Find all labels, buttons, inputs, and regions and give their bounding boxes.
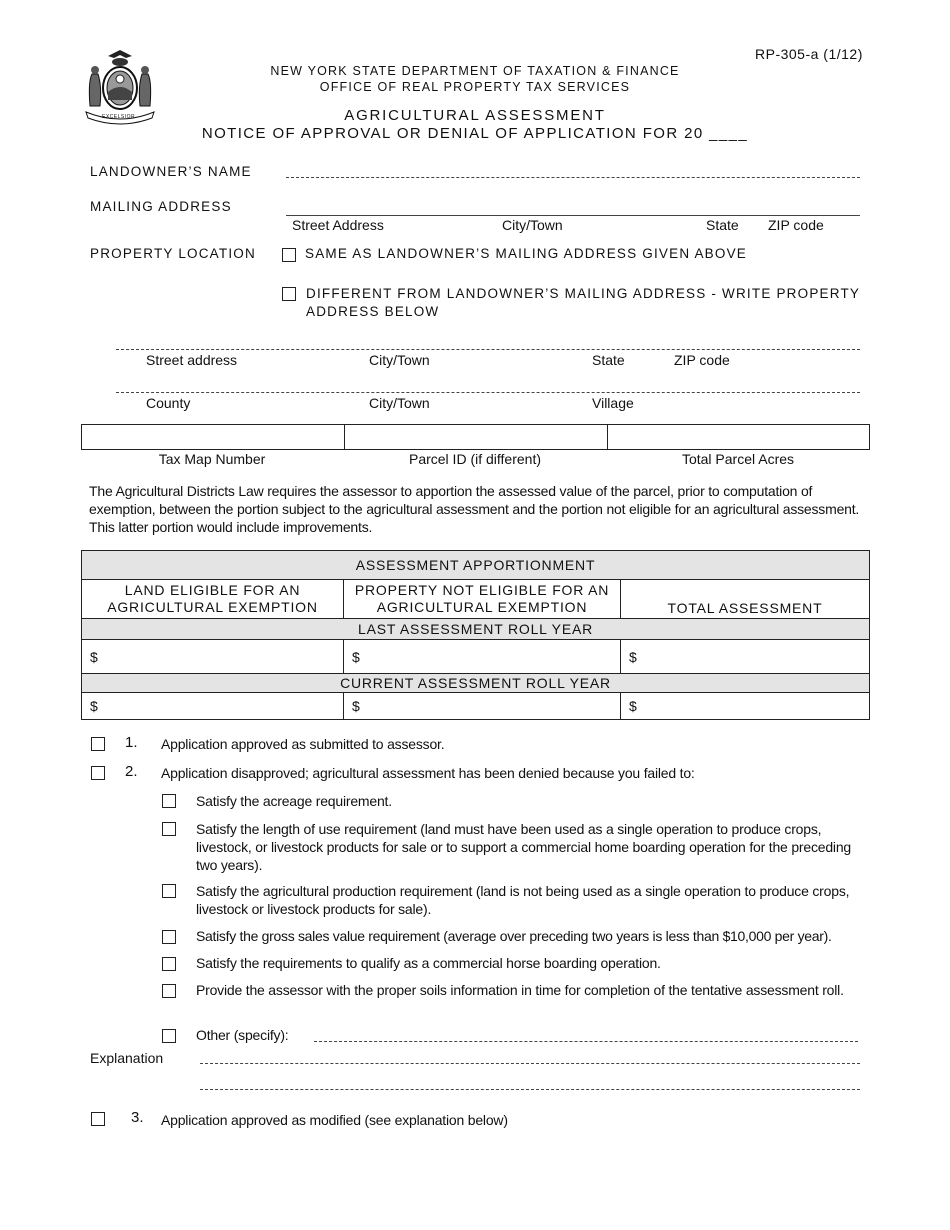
reason-acreage-checkbox[interactable] — [162, 794, 176, 808]
col-land-eligible-line2: AGRICULTURAL EXEMPTION — [107, 599, 318, 615]
parcel-id-caption: Parcel ID (if different) — [408, 451, 541, 467]
form-title: AGRICULTURAL ASSESSMENT — [344, 107, 606, 124]
different-address-checkbox[interactable] — [282, 287, 296, 301]
reason-soils: Provide the assessor with the proper soils information in time for completion of the tentative assessment roll. — [196, 982, 844, 998]
current-total-value[interactable]: $ — [621, 693, 870, 720]
reason-gross-sales-checkbox[interactable] — [162, 930, 176, 944]
approved-modified-number: 3. — [131, 1109, 144, 1126]
last-roll-year-header: LAST ASSESSMENT ROLL YEAR — [82, 619, 870, 640]
mailing-state-caption: State — [706, 217, 739, 233]
tax-map-caption: Tax Map Number — [158, 451, 266, 467]
property-county-field[interactable] — [116, 392, 860, 393]
reason-gross-sales: Satisfy the gross sales value requirement (average over preceding two years is less than $10,000 per year). — [196, 928, 832, 944]
reason-horse-boarding: Satisfy the requirements to qualify as a commercial horse boarding operation. — [196, 955, 661, 971]
form-code: RP-305-a (1/12) — [755, 46, 863, 62]
reason-production: Satisfy the agricultural production requirement (land is not being used as a single operation to produce crops, livestock or livestock products for sale). — [196, 883, 850, 917]
current-roll-year-header: CURRENT ASSESSMENT ROLL YEAR — [82, 674, 870, 693]
approved-modified-text: Application approved as modified (see explanation below) — [161, 1112, 508, 1128]
same-address-option: SAME AS LANDOWNER’S MAILING ADDRESS GIVEN ABOVE — [305, 246, 748, 261]
property-state-caption: State — [592, 352, 625, 368]
county-caption: County — [146, 395, 191, 411]
reason-acreage: Satisfy the acreage requirement. — [196, 793, 392, 809]
reason-other-checkbox[interactable] — [162, 1029, 176, 1043]
property-address-field[interactable] — [116, 349, 860, 350]
approved-checkbox[interactable] — [91, 737, 105, 751]
current-land-value[interactable]: $ — [82, 693, 344, 720]
explanation-field-1[interactable] — [200, 1063, 860, 1064]
other-specify-field[interactable] — [314, 1041, 858, 1042]
property-street-caption: Street address — [146, 352, 238, 368]
reason-length-of-use: Satisfy the length of use requirement (land must have been used as a single operation to produce crops, livestock, or livestock products for sale or to support a commercial home boarding operation for the preceding two years). — [196, 821, 852, 873]
explanation-label: Explanation — [90, 1050, 164, 1066]
last-total-value[interactable]: $ — [621, 640, 870, 674]
assessment-apportionment-table — [81, 550, 870, 720]
landowner-name-label: LANDOWNER’S NAME — [90, 164, 252, 179]
disapproved-number: 2. — [125, 763, 138, 780]
approved-number: 1. — [125, 734, 138, 751]
current-not-eligible-value[interactable]: $ — [344, 693, 621, 720]
office-name: OFFICE OF REAL PROPERTY TAX SERVICES — [319, 80, 631, 94]
mailing-address-field[interactable] — [286, 215, 860, 216]
mailing-city-caption: City/Town — [502, 217, 563, 233]
last-not-eligible-value[interactable]: $ — [344, 640, 621, 674]
col-total-assessment: TOTAL ASSESSMENT — [621, 580, 870, 619]
different-address-option: DIFFERENT FROM LANDOWNER’S MAILING ADDRESS - WRITE PROPERTY ADDRESS BELOW — [306, 286, 860, 319]
apportionment-header: ASSESSMENT APPORTIONMENT — [82, 551, 870, 580]
approved-text: Application approved as submitted to assessor. — [161, 736, 445, 752]
reason-horse-boarding-checkbox[interactable] — [162, 957, 176, 971]
col-land-eligible-line1: LAND ELIGIBLE FOR AN — [124, 582, 301, 598]
agency-name: NEW YORK STATE DEPARTMENT OF TAXATION & FINANCE — [270, 64, 680, 78]
reason-length-of-use-checkbox[interactable] — [162, 822, 176, 836]
property-zip-caption: ZIP code — [674, 352, 730, 368]
reason-other: Other (specify): — [196, 1027, 289, 1043]
mailing-address-label: MAILING ADDRESS — [90, 199, 232, 214]
col-not-eligible-line1: PROPERTY NOT ELIGIBLE FOR AN — [354, 582, 610, 598]
mailing-zip-caption: ZIP code — [768, 217, 824, 233]
reason-soils-checkbox[interactable] — [162, 984, 176, 998]
disapproved-text: Application disapproved; agricultural assessment has been denied because you failed to: — [161, 765, 695, 781]
form-subtitle: NOTICE OF APPROVAL OR DENIAL OF APPLICATION FOR 20 ____ — [201, 125, 749, 142]
total-acres-caption: Total Parcel Acres — [681, 451, 795, 467]
reason-production-checkbox[interactable] — [162, 884, 176, 898]
col-not-eligible-line2: AGRICULTURAL EXEMPTION — [376, 599, 588, 615]
col-not-eligible — [344, 580, 621, 619]
explanation-field-2[interactable] — [200, 1089, 860, 1090]
total-acres-field[interactable] — [608, 425, 870, 450]
law-paragraph: The Agricultural Districts Law requires the assessor to apportion the assessed value of the parcel, prior to computation of exemption, between the portion subject to the agricultural assessment and the portion not eligible for an agricultural assessment. This latter portion would include improvements. — [89, 483, 860, 535]
seal-motto: EXCELSIOR — [102, 114, 136, 120]
village-caption: Village — [592, 395, 634, 411]
parcel-table — [81, 424, 870, 450]
col-land-eligible — [82, 580, 344, 619]
landowner-name-field[interactable] — [286, 177, 860, 178]
county-city-caption: City/Town — [369, 395, 430, 411]
parcel-id-field[interactable] — [345, 425, 608, 450]
same-address-checkbox[interactable] — [282, 248, 296, 262]
disapproved-checkbox[interactable] — [91, 766, 105, 780]
tax-map-field[interactable] — [82, 425, 345, 450]
property-city-caption: City/Town — [369, 352, 430, 368]
property-location-label: PROPERTY LOCATION — [90, 246, 256, 261]
approved-modified-checkbox[interactable] — [91, 1112, 105, 1126]
mailing-street-caption: Street Address — [292, 217, 384, 233]
last-land-value[interactable]: $ — [82, 640, 344, 674]
